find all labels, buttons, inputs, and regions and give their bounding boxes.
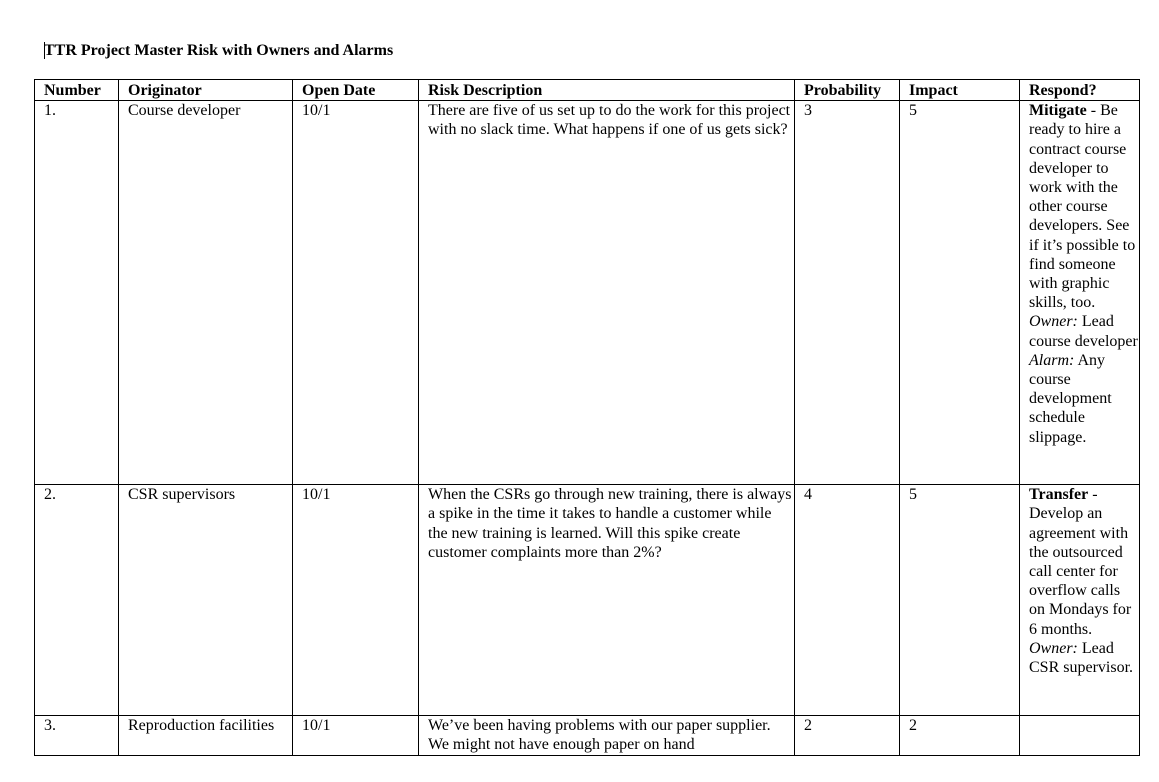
table-row	[35, 485, 1140, 716]
cell-originator: Course developer	[119, 101, 293, 485]
respond-detail: - Be ready to hire a contract course developer to work with the other course developers. See if it’s possible to find someone with graphic skills, too.	[1029, 102, 1136, 312]
alarm-label: Alarm:	[1029, 351, 1075, 369]
cell-respond	[1020, 485, 1140, 716]
owner-value: Lead course developer	[1029, 313, 1138, 350]
header-risk-description: Risk Description	[419, 80, 795, 101]
cell-risk-description: We’ve been having problems with our paper supplier. We might not have enough paper on hand	[419, 716, 795, 755]
table-row	[35, 101, 1140, 485]
header-respond: Respond?	[1020, 80, 1140, 101]
cell-number: 1.	[35, 101, 119, 485]
cell-impact: 2	[900, 716, 1020, 755]
cell-originator: CSR supervisors	[119, 485, 293, 716]
document-title: TTR Project Master Risk with Owners and Alarms	[44, 42, 394, 59]
header-number: Number	[35, 80, 119, 101]
cell-respond	[1020, 716, 1140, 755]
cell-probability: 4	[795, 485, 900, 716]
respond-strategy: Transfer	[1029, 486, 1089, 504]
table-header-row	[35, 80, 1140, 101]
cell-impact: 5	[900, 485, 1020, 716]
owner-label: Owner:	[1029, 313, 1078, 331]
cell-probability: 3	[795, 101, 900, 485]
cell-respond	[1020, 101, 1140, 485]
cell-risk-description: When the CSRs go through new training, there is always a spike in the time it takes to handle a customer while the new training is learned. Will this spike create customer complaints more than 2%?	[419, 485, 795, 716]
owner-label: Owner:	[1029, 639, 1078, 657]
cell-originator: Reproduction facilities	[119, 716, 293, 755]
alarm-value: Any course development schedule slippage.	[1029, 351, 1112, 446]
cell-open-date: 10/1	[293, 101, 419, 485]
cell-impact: 5	[900, 101, 1020, 485]
cell-number: 2.	[35, 485, 119, 716]
respond-detail: - Develop an agreement with the outsourced call center for overflow calls on Mondays for 6 months.	[1029, 486, 1132, 638]
cell-risk-description: There are five of us set up to do the work for this project with no slack time. What happens if one of us gets sick?	[419, 101, 795, 485]
header-probability: Probability	[795, 80, 900, 101]
table-row	[35, 716, 1140, 755]
cell-probability: 2	[795, 716, 900, 755]
cell-open-date: 10/1	[293, 485, 419, 716]
owner-value: Lead CSR supervisor.	[1029, 639, 1134, 677]
cell-open-date: 10/1	[293, 716, 419, 755]
risk-register-table	[34, 79, 1140, 756]
header-originator: Originator	[119, 80, 293, 101]
header-impact: Impact	[900, 80, 1020, 101]
cell-number: 3.	[35, 716, 119, 755]
header-open-date: Open Date	[293, 80, 419, 101]
respond-strategy: Mitigate	[1029, 102, 1087, 120]
